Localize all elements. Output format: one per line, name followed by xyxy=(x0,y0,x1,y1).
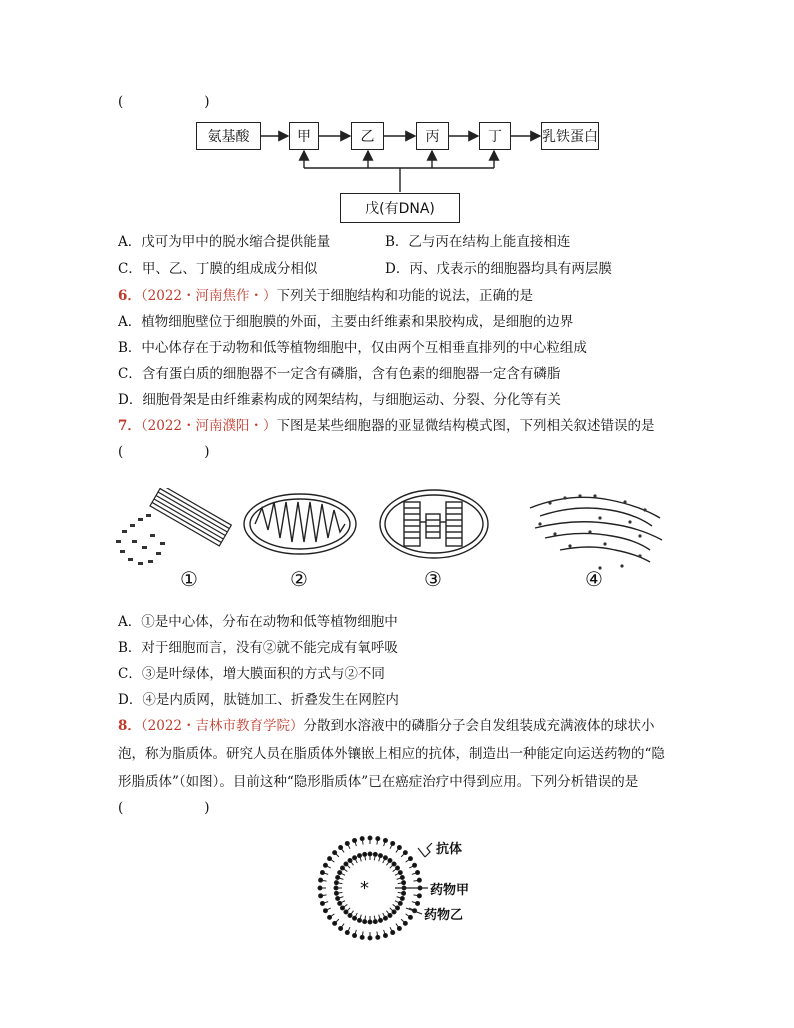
q8-answer-bracket: ( ) xyxy=(118,800,210,816)
label-antibody: 抗体 xyxy=(436,842,463,857)
q8-stem-line-2: 泡，称为脂质体。研究人员在脂质体外镶嵌上相应的抗体，制造出一种能定向运送药物的“隐 xyxy=(118,746,665,762)
q5-option-d: D．丙、戊表示的细胞器均具有两层膜 xyxy=(385,261,612,277)
liposome-drawing xyxy=(0,830,794,950)
flow-box-step-1: 甲 xyxy=(289,122,319,150)
q8-stem-text-1: 分散到水溶液中的磷脂分子会自发组装成充满液体的球状小 xyxy=(303,718,655,734)
chloroplast-drawing xyxy=(380,490,488,558)
label-drug-a: 药物甲 xyxy=(430,883,470,898)
flow-box-step-4: 丁 xyxy=(479,122,511,150)
q8-stem-line-1 xyxy=(118,716,655,736)
q7-number: 7． xyxy=(118,418,141,434)
q6-option-c: C．含有蛋白质的细胞器不一定含有磷脂，含有色素的细胞器一定含有磷脂 xyxy=(118,366,561,382)
q7-option-d: D．④是内质网，肽链加工、折叠发生在网腔内 xyxy=(118,692,399,708)
q7-stem xyxy=(118,416,655,436)
centrosome-drawing xyxy=(116,488,231,565)
label-drug-b: 药物乙 xyxy=(424,908,464,923)
q5-option-a: A．戊可为甲中的脱水缩合提供能量 xyxy=(118,234,331,250)
q7-option-a: A．①是中心体，分布在动物和低等植物细胞中 xyxy=(118,614,398,630)
q6-stem xyxy=(118,286,533,306)
organelle-label-1: ① xyxy=(180,567,198,591)
q8-number: 8． xyxy=(118,718,141,734)
q7-option-b: B．对于细胞而言，没有②就不能完成有氧呼吸 xyxy=(118,640,398,656)
q5-option-b: B．乙与丙在结构上能直接相连 xyxy=(385,234,571,250)
flow-box-end: 乳铁蛋白 xyxy=(541,122,599,150)
q6-option-d: D．细胞骨架是由纤维素构成的网架结构，与细胞运动、分裂、分化等有关 xyxy=(118,392,561,408)
q7-stem-text: 下图是某些细胞器的亚显微结构模式图，下列相关叙述错误的是 xyxy=(276,418,655,434)
q8-stem-line-3: 形脂质体”（如图）。目前这种“隐形脂质体”已在癌症治疗中得到应用。下列分析错误的是 xyxy=(118,774,639,790)
q7-answer-bracket: ( ) xyxy=(118,444,210,460)
q6-option-b: B．中心体存在于动物和低等植物细胞中，仅由两个互相垂直排列的中心粒组成 xyxy=(118,340,587,356)
flow-box-step-2: 乙 xyxy=(351,122,384,150)
organelle-drawings xyxy=(0,488,794,578)
mitochondrion-drawing xyxy=(244,494,356,554)
er-drawing xyxy=(530,494,662,569)
q6-stem-text: 下列关于细胞结构和功能的说法，正确的是 xyxy=(276,288,534,304)
q7-source: （2022・河南濮阳・） xyxy=(140,418,277,434)
q6-option-a: A．植物细胞壁位于细胞膜的外面，主要由纤维素和果胶构成，是细胞的边界 xyxy=(118,314,574,330)
q7-option-c: C．③是叶绿体，增大膜面积的方式与②不同 xyxy=(118,666,385,682)
q5-option-c: C．甲、乙、丁膜的组成成分相似 xyxy=(118,261,318,277)
flow-box-step-3: 丙 xyxy=(416,122,449,150)
organelle-label-2: ② xyxy=(290,567,308,591)
flow-box-start: 氨基酸 xyxy=(196,122,261,150)
q6-number: 6． xyxy=(118,288,141,304)
organelle-label-4: ④ xyxy=(585,567,603,591)
drug-a-marker: * xyxy=(360,878,369,899)
flow-box-source: 戊(有DNA) xyxy=(340,193,460,223)
q8-source: （2022・吉林市教育学院） xyxy=(140,718,304,734)
q5-answer-bracket: ( ) xyxy=(118,94,210,110)
organelle-label-3: ③ xyxy=(424,567,442,591)
q6-source: （2022・河南焦作・） xyxy=(140,288,277,304)
